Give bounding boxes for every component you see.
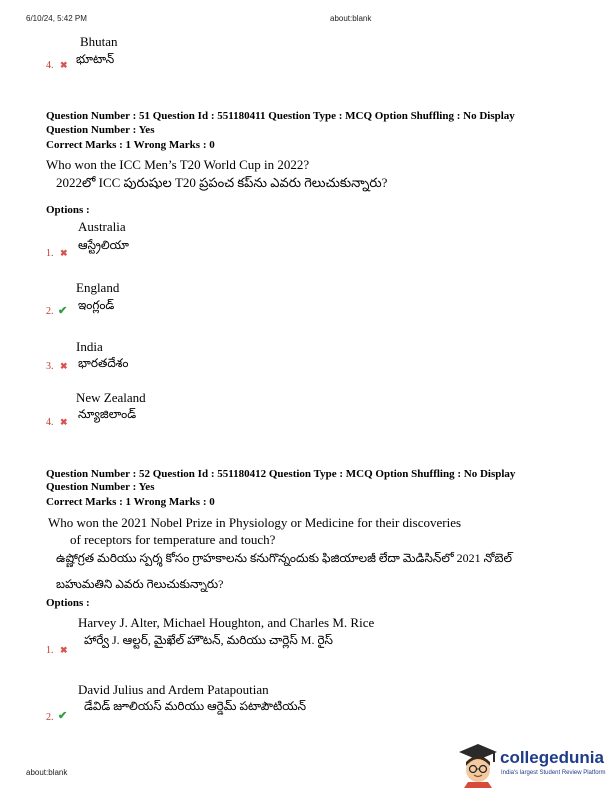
option-telugu: డేవిడ్ జూలియస్ మరియు ఆర్డెమ్ పటాపౌటియన్ bbox=[84, 699, 307, 713]
question-text-english: Who won the 2021 Nobel Prize in Physiology or Medicine for their discoveries bbox=[48, 515, 462, 530]
option-number: 4. bbox=[46, 417, 54, 428]
option-telugu: న్యూజిలాండ్ bbox=[78, 407, 137, 421]
question-text-english: Who won the ICC Men’s T20 World Cup in 2022? bbox=[46, 157, 310, 172]
option-english: India bbox=[76, 339, 103, 354]
option-telugu: ఇంగ్లండ్ bbox=[78, 298, 115, 312]
options-label: Options : bbox=[46, 204, 90, 216]
question-text-telugu: 2022లో ICC పురుషుల T20 ప్రపంచ కప్‌ను ఎవరు గెలుచుకున్నారు? bbox=[56, 175, 388, 190]
option-english: Australia bbox=[78, 219, 126, 234]
wrong-mark-icon: ✖ bbox=[60, 248, 68, 258]
print-datetime: 6/10/24, 5:42 PM bbox=[26, 14, 87, 23]
option-number: 2. bbox=[46, 306, 54, 317]
question-text-english-cont: of receptors for temperature and touch? bbox=[70, 532, 276, 547]
option-telugu: హార్వే J. ఆల్టర్, మైఖేల్ హౌటన్, మరియు చార్లెస్ M. రైస్ bbox=[84, 633, 333, 647]
print-title: about:blank bbox=[330, 14, 372, 23]
option-number: 1. bbox=[46, 248, 54, 259]
option-english: England bbox=[76, 280, 120, 295]
option-number: 2. bbox=[46, 712, 54, 723]
question-meta-cont: Question Number : Yes bbox=[46, 124, 155, 136]
option-number: 4. bbox=[46, 60, 54, 71]
logo-tagline: India's largest Student Review Platform bbox=[501, 770, 606, 776]
wrong-mark-icon: ✖ bbox=[60, 60, 68, 70]
logo-name: collegedunia bbox=[500, 748, 604, 767]
question-text-telugu-cont: బహుమతిని ఎవరు గెలుచుకున్నారు? bbox=[56, 577, 224, 591]
option-telugu: భూటాన్ bbox=[76, 52, 115, 66]
question-meta: Question Number : 52 Question Id : 551180412 Question Type : MCQ Option Shuffling : No Display bbox=[46, 468, 516, 480]
options-label: Options : bbox=[46, 597, 90, 609]
option-telugu: ఆస్ట్రేలియా bbox=[78, 238, 129, 252]
option-english: David Julius and Ardem Patapoutian bbox=[78, 682, 269, 697]
correct-mark-icon: ✔ bbox=[58, 710, 68, 722]
collegedunia-logo bbox=[458, 742, 608, 790]
option-number: 1. bbox=[46, 645, 54, 656]
wrong-mark-icon: ✖ bbox=[60, 417, 68, 427]
wrong-mark-icon: ✖ bbox=[60, 645, 68, 655]
print-footer-url: about:blank bbox=[26, 768, 68, 777]
option-telugu: భారతదేశం bbox=[78, 356, 129, 370]
question-meta: Question Number : 51 Question Id : 551180411 Question Type : MCQ Option Shuffling : No Display bbox=[46, 110, 515, 122]
question-meta-cont: Question Number : Yes bbox=[46, 481, 155, 493]
question-marks: Correct Marks : 1 Wrong Marks : 0 bbox=[46, 139, 215, 151]
option-english: Harvey J. Alter, Michael Houghton, and Charles M. Rice bbox=[78, 615, 375, 630]
question-marks: Correct Marks : 1 Wrong Marks : 0 bbox=[46, 496, 215, 508]
option-english: Bhutan bbox=[80, 34, 118, 49]
question-text-telugu: ఉష్ణోగ్రత మరియు స్పర్శ కోసం గ్రాహకాలను కనుగొన్నందుకు ఫిజియాలజీ లేదా మెడిసిన్‌లో 2021 నోబెల్ bbox=[56, 551, 512, 565]
option-english: New Zealand bbox=[76, 390, 146, 405]
mascot-icon bbox=[458, 742, 498, 788]
correct-mark-icon: ✔ bbox=[58, 305, 68, 317]
option-number: 3. bbox=[46, 361, 54, 372]
wrong-mark-icon: ✖ bbox=[60, 361, 68, 371]
